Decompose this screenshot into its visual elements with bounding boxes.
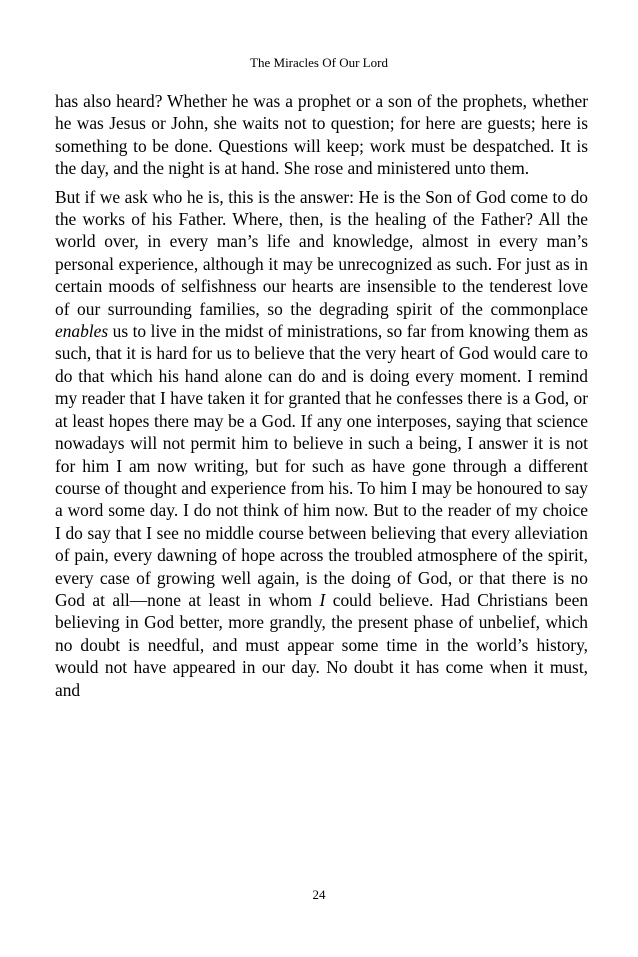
running-head-title: The Miracles Of Our Lord <box>250 55 388 70</box>
page-number: 24 <box>312 887 326 902</box>
body-text <box>55 90 588 701</box>
paragraph-text: us to live in the midst of ministrations, so far from knowing them as such, that it is hard for us to believe that the very heart of God would care to do that which his hand alone can do and is doing every moment. I remind my reader that I have taken it for granted that he confesses there is a God, or at least hopes there may be a God. If any one interposes, saying that science nowadays will not permit him to believe in such a being, I answer it is not for him I am now writing, but for such as have gone through a different course of thought and experience from his. To him I may be honoured to say a word some day. I do not think of him now. But to the reader of my choice I do say that I see no middle course between believing that every alleviation of pain, every dawning of hope across the troubled atmosphere of the spirit, every case of growing well again, is the doing of God, or that there is no God at all—none at least in whom <box>55 321 588 610</box>
paragraph-text: But if we ask who he is, this is the answer: He is the Son of God come to do the works of his Father. Where, then, is the healing of the Father? All the world over, in every man’s life and knowledge, almost in every man’s personal experience, although it may be unrecognized as such. For just as in certain moods of selfishness our hearts are insensible to the tenderest love of our surrounding families, so the degrading spirit of the commonplace <box>55 186 588 319</box>
paragraph: has also heard? Whether he was a prophet or a son of the prophets, whether he was Jesus or John, she waits not to question; for here are guests; here is something to be done. Questions will keep; work must be despatched. It is the day, and the night is at hand. She rose and ministered unto them. <box>55 91 588 179</box>
paragraph <box>55 186 588 701</box>
emphasized-word: enables <box>55 321 109 342</box>
emphasized-word: I <box>319 589 326 610</box>
paragraph-text: could believe. Had Christians been believing in God better, more grandly, the present phase of unbelief, which no doubt is needful, and must appear some time in the world’s history, would not have appeared in our day. No doubt it has come when it must, and <box>55 589 589 700</box>
